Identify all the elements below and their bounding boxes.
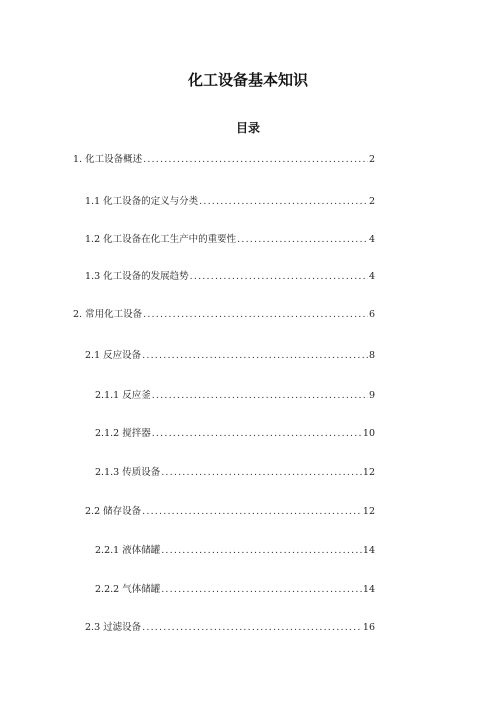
toc-leader-dots (152, 389, 368, 403)
toc-entry-page: 14 (362, 545, 375, 556)
toc-entry[interactable] (95, 427, 375, 441)
toc-entry-label: 2. 常用化工设备 (73, 309, 143, 320)
toc-entry-page: 9 (368, 390, 375, 401)
toc-leader-dots (142, 621, 362, 635)
toc-entry[interactable] (95, 544, 375, 558)
toc-leader-dots (143, 308, 368, 322)
toc-entry-label: 1.2 化工设备在化工生产中的重要性 (85, 234, 237, 245)
toc-entry[interactable] (85, 270, 375, 284)
toc-entry-page: 16 (362, 622, 375, 633)
toc-leader-dots (152, 427, 362, 441)
toc-entry[interactable] (73, 153, 375, 167)
toc-leader-dots (142, 505, 362, 519)
toc-entry-label: 2.2.2 气体储罐 (95, 584, 161, 595)
toc-entry[interactable] (85, 195, 375, 209)
toc-entry[interactable] (73, 308, 375, 322)
toc-entry-label: 2.1.2 搅拌器 (95, 428, 151, 439)
toc-entry-page: 12 (362, 506, 375, 517)
toc-entry-page: 2 (368, 154, 375, 165)
toc-leader-dots (190, 270, 368, 284)
toc-entry-page: 8 (368, 350, 375, 361)
toc-entry-label: 1.1 化工设备的定义与分类 (85, 196, 199, 207)
toc-entry[interactable] (85, 349, 375, 363)
toc-entry-page: 2 (368, 196, 375, 207)
toc-leader-dots (143, 153, 368, 167)
toc-leader-dots (142, 349, 368, 363)
toc-entry-page: 6 (368, 309, 375, 320)
toc-leader-dots (199, 195, 368, 209)
document-title: 化工设备基本知识 (187, 71, 308, 90)
toc-leader-dots (161, 583, 362, 597)
toc-entry-page: 12 (362, 467, 375, 478)
toc-entry-page: 4 (368, 234, 375, 245)
toc-entry[interactable] (85, 621, 375, 635)
toc-entry-label: 1. 化工设备概述 (73, 154, 143, 165)
toc-entry-label: 2.2 储存设备 (85, 506, 142, 517)
toc-leader-dots (161, 544, 362, 558)
toc-entry-label: 2.1 反应设备 (85, 350, 142, 361)
toc-entry-label: 1.3 化工设备的发展趋势 (85, 271, 189, 282)
toc-entry-page: 4 (368, 271, 375, 282)
toc-leader-dots (237, 233, 368, 247)
toc-entry[interactable] (85, 505, 375, 519)
toc-entry[interactable] (95, 389, 375, 403)
toc-entry[interactable] (85, 233, 375, 247)
toc-leader-dots (161, 466, 362, 480)
toc-heading: 目录 (235, 120, 260, 135)
toc-entry[interactable] (95, 583, 375, 597)
toc-entry[interactable] (95, 466, 375, 480)
toc-entry-page: 14 (362, 584, 375, 595)
toc-entry-page: 10 (362, 428, 375, 439)
toc-entry-label: 2.1.1 反应釜 (95, 390, 151, 401)
toc-entry-label: 2.3 过滤设备 (85, 622, 142, 633)
toc-entry-label: 2.1.3 传质设备 (95, 467, 161, 478)
toc-entry-label: 2.2.1 液体储罐 (95, 545, 161, 556)
